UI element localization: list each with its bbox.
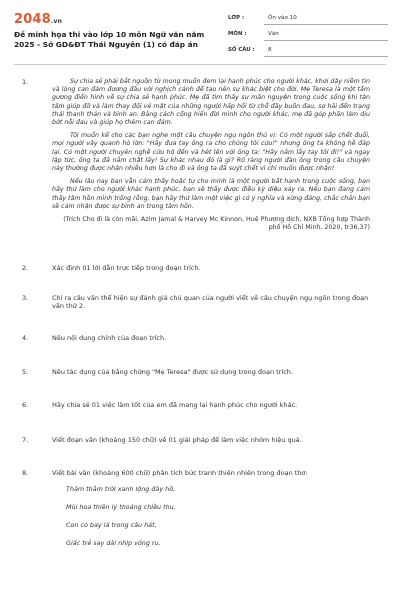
meta-key: LỚP : — [228, 15, 245, 21]
question-text: Viết đoạn văn (khoảng 150 chữ) về 01 giải pháp để làm việc nhóm hiệu quả. — [52, 436, 302, 444]
question-text: Chỉ ra câu văn thể hiện sự đánh giá chủ quan của người viết về câu chuyện ngụ ngôn trong đoạn văn thứ 2. — [52, 294, 369, 311]
meta-value: 8 — [268, 47, 272, 53]
header-divider — [14, 64, 386, 65]
question-text: Hãy chia sẻ 01 việc làm tốt của em đã mang lại hạnh phúc cho người khác. — [52, 401, 298, 409]
passage-citation: (Trích Cho đi là còn mãi, Azim Jamal & Harvey Mc Kinnon, Huệ Phương dịch, NXB Tổng hợp Thành phố Hồ Chí Minh, 2020, tr36,37) — [63, 216, 370, 232]
meta-key: MÔN : — [228, 31, 247, 37]
poem-excerpt — [66, 485, 384, 557]
question-number: 3. — [22, 294, 29, 302]
poem-line: Giấc trẻ say dài nhịp võng ru. — [66, 539, 161, 547]
question-number: 7. — [22, 436, 29, 444]
meta-value: Ôn vào 10 — [268, 15, 297, 21]
question-text: Viết bài văn (khoảng 600 chữ) phân tích bức tranh thiên nhiên trong đoạn thơ: — [52, 469, 308, 477]
site-logo[interactable]: 2048.vn — [14, 12, 63, 27]
meta-key: SỐ CÂU : — [228, 47, 255, 53]
question-text: Xác định 01 lời dẫn trực tiếp trong đoạn trích. — [52, 264, 201, 272]
passage-paragraph-3: Nếu lâu nay bạn vẫn cảm thấy hoặc tự cho mình là một người bất hạnh trong cuộc sống, bạn hãy thử làm cho người khác hạnh phúc, bạn sẽ thấy được điều kỳ diệu xảy ra. Nếu bạn đang cảm thấy tâm hồn mình trống rỗng, bạn hãy thử làm một việc gì có ý nghĩa và xứng đáng, chắc chắn bạn sẽ cảm nhận được sự bình an trong tâm hồn. — [52, 178, 370, 210]
passage-paragraph-2: Tôi muốn kể cho các bạn nghe một câu chuyện ngụ ngôn thú vị: Có một người sắp chết đuối, mọi người vây quanh hò lớn: "Hãy đưa tay ông ra cho chúng tôi cứu!" nhưng ông ta không hề đáp lại. Có một người chuyên nghề cứu hộ đến và hét lên với ông ta: "Hãy nắm lấy tay tôi đi!" và ngay lập tức, ông ta đã nắm chặt lấy! Sự khác nhau đó là gì? Rõ ràng người đàn ông trong câu chuyện này thường được nhận nhiều hơn là cho đi và ông ta đã suýt chết vì chỉ muốn được nhận! — [52, 132, 370, 173]
meta-value: Văn — [268, 31, 279, 37]
poem-line: Con cò bay lả trong câu hát, — [66, 521, 157, 529]
question-number: 5. — [22, 368, 29, 376]
meta-row-subject — [224, 28, 388, 44]
question-number: 1. — [22, 78, 29, 86]
question-number: 4. — [22, 334, 29, 342]
poem-line: Mùi hoa thiên lý thoảng chiều thu. — [66, 503, 176, 511]
poem-line: Thăm thẳm trời xanh lộng đáy hồ, — [66, 485, 176, 493]
reading-passage — [52, 78, 370, 237]
question-number: 2. — [22, 264, 29, 272]
document-title: Đề minh họa thi vào lớp 10 môn Ngữ văn năm 2025 - Sở GD&ĐT Thái Nguyên (1) có đáp án — [14, 30, 205, 49]
question-number: 6. — [22, 401, 29, 409]
question-text: Nêu nội dung chính của đoạn trích. — [52, 334, 167, 342]
question-text: Nêu tác dụng của bằng chứng "Mẹ Teresa" được sử dụng trong đoạn trích. — [52, 368, 293, 376]
document-header — [14, 10, 388, 60]
meta-row-count — [224, 44, 388, 60]
passage-paragraph-1: Sự chia sẻ phải bắt nguồn từ mong muốn đem lại hạnh phúc cho người khác, khơi dậy niềm tin và lòng can đảm đương đầu với nghịch cảnh để tạo nên sự khác biệt cho đời. Mẹ Teresa là một tấm gương điển hình về sự chia sẻ hạnh phúc. Mẹ đã tìm thấy sự mãn nguyện trong cuộc sống khi tận tâm giúp đỡ và làm thay đổi vẻ mặt của những người hấp hối từ chỗ đầy buồn đau, sợ hãi đến trạng thái thanh thản và bình an. Bằng cách cống hiến đời mình cho người khác, mẹ đã góp phần làm dịu bớt nỗi đau và giúp họ thêm can đảm. — [52, 78, 370, 127]
meta-panel — [224, 12, 388, 60]
question-number: 8. — [22, 469, 29, 477]
meta-row-class — [224, 12, 388, 28]
